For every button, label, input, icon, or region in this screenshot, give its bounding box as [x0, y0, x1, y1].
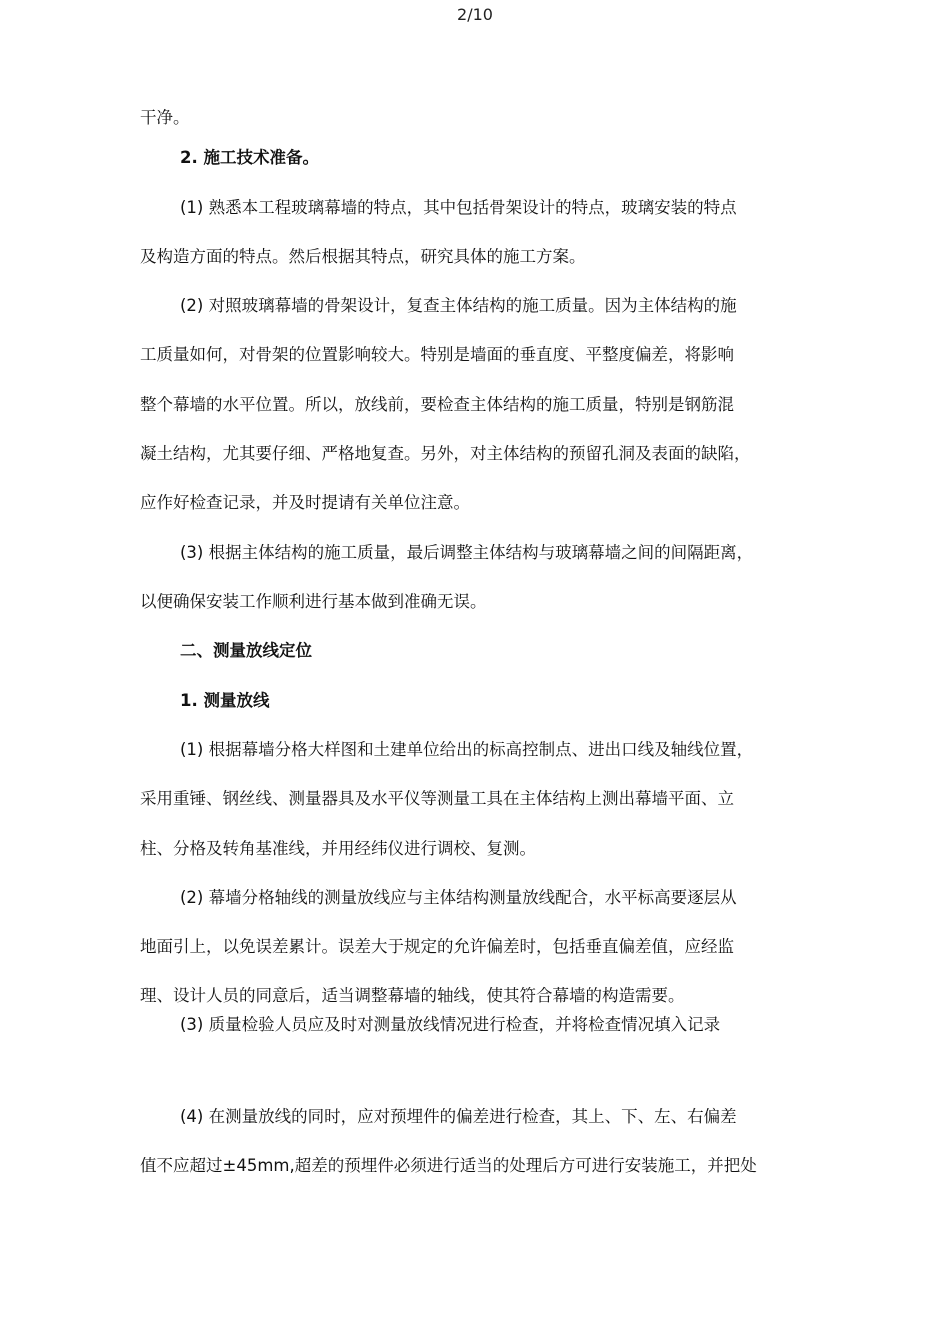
- text-line: 凝土结构，尤其要仔细、严格地复查。另外，对主体结构的预留孔洞及表面的缺陷，: [140, 444, 751, 463]
- text-line: (1) 熟悉本工程玻璃幕墙的特点，其中包括骨架设计的特点，玻璃安装的特点: [180, 198, 737, 217]
- text-line: (3) 质量检验人员应及时对测量放线情况进行检查，并将检查情况填入记录: [180, 1015, 721, 1034]
- section-heading: 二、测量放线定位: [180, 641, 312, 660]
- section-heading: 2. 施工技术准备。: [180, 148, 319, 167]
- text-line: (2) 幕墙分格轴线的测量放线应与主体结构测量放线配合，水平标高要逐层从: [180, 888, 737, 907]
- text-line: 整个幕墙的水平位置。所以，放线前，要检查主体结构的施工质量，特别是钢筋混: [140, 395, 734, 414]
- text-line: (3) 根据主体结构的施工质量，最后调整主体结构与玻璃幕墙之间的间隔距离，: [180, 543, 754, 562]
- text-line: 柱、分格及转角基准线，并用经纬仪进行调校、复测。: [140, 839, 536, 858]
- text-line: (1) 根据幕墙分格大样图和土建单位给出的标高控制点、进出口线及轴线位置，: [180, 740, 754, 759]
- text-line: 采用重锤、钢丝线、测量器具及水平仪等测量工具在主体结构上测出幕墙平面、立: [140, 789, 734, 808]
- text-line: 地面引上，以免误差累计。误差大于规定的允许偏差时，包括垂直偏差值，应经监: [140, 937, 734, 956]
- text-line: 干净。: [140, 108, 190, 127]
- page-number: 2/10: [457, 5, 493, 24]
- text-line: (2) 对照玻璃幕墙的骨架设计，复查主体结构的施工质量。因为主体结构的施: [180, 296, 737, 315]
- text-line: (4) 在测量放线的同时，应对预埋件的偏差进行检查，其上、下、左、右偏差: [180, 1107, 737, 1126]
- text-line: 理、设计人员的同意后，适当调整幕墙的轴线，使其符合幕墙的构造需要。: [140, 986, 685, 1005]
- subsection-heading: 1. 测量放线: [180, 691, 270, 710]
- text-line: 值不应超过±45mm,超差的预埋件必须进行适当的处理后方可进行安装施工，并把处: [140, 1156, 757, 1175]
- text-line: 工质量如何，对骨架的位置影响较大。特别是墙面的垂直度、平整度偏差，将影响: [140, 345, 734, 364]
- text-line: 及构造方面的特点。然后根据其特点，研究具体的施工方案。: [140, 247, 586, 266]
- text-line: 以便确保安装工作顺利进行基本做到准确无误。: [140, 592, 487, 611]
- text-line: 应作好检查记录，并及时提请有关单位注意。: [140, 493, 470, 512]
